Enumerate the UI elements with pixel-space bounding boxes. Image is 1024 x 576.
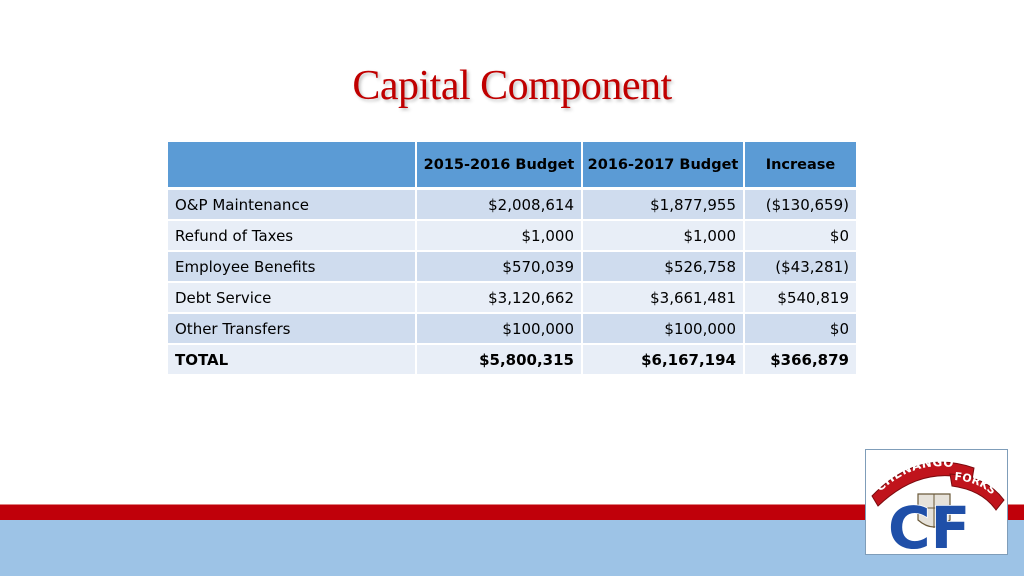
table-row xyxy=(168,189,856,221)
row-label: Refund of Taxes xyxy=(168,220,416,251)
total-row xyxy=(168,344,856,375)
cell-2016-2017: $1,877,955 xyxy=(582,189,744,221)
cell-increase: ($130,659) xyxy=(744,189,856,221)
cell-2015-2016: $100,000 xyxy=(416,313,582,344)
total-2016-2017: $6,167,194 xyxy=(582,344,744,375)
table-row xyxy=(168,313,856,344)
header-label xyxy=(168,142,416,189)
cell-increase: ($43,281) xyxy=(744,251,856,282)
row-label: O&P Maintenance xyxy=(168,189,416,221)
table-row xyxy=(168,220,856,251)
logo-banner-top-text: CHENANGO xyxy=(872,455,955,495)
cell-2016-2017: $1,000 xyxy=(582,220,744,251)
total-label: TOTAL xyxy=(168,344,416,375)
header-increase: Increase xyxy=(744,142,856,189)
cell-increase: $540,819 xyxy=(744,282,856,313)
cell-2015-2016: $3,120,662 xyxy=(416,282,582,313)
table-row xyxy=(168,251,856,282)
row-label: Employee Benefits xyxy=(168,251,416,282)
logo-banner-side-text: FORKS xyxy=(953,469,999,498)
cell-2015-2016: $2,008,614 xyxy=(416,189,582,221)
chenango-forks-logo-icon xyxy=(866,450,1007,554)
logo-initials: CF xyxy=(888,494,971,554)
cell-increase: $0 xyxy=(744,220,856,251)
cell-increase: $0 xyxy=(744,313,856,344)
table-row xyxy=(168,282,856,313)
cell-2015-2016: $570,039 xyxy=(416,251,582,282)
header-2015-2016-budget: 2015-2016 Budget xyxy=(416,142,582,189)
cell-2015-2016: $1,000 xyxy=(416,220,582,251)
school-logo xyxy=(865,449,1008,555)
cell-2016-2017: $526,758 xyxy=(582,251,744,282)
slide-title: Capital Component xyxy=(352,63,672,109)
total-2015-2016: $5,800,315 xyxy=(416,344,582,375)
total-increase: $366,879 xyxy=(744,344,856,375)
cell-2016-2017: $3,661,481 xyxy=(582,282,744,313)
header-2016-2017-budget: 2016-2017 Budget xyxy=(582,142,744,189)
budget-table xyxy=(168,142,856,376)
table-header-row xyxy=(168,142,856,189)
cell-2016-2017: $100,000 xyxy=(582,313,744,344)
row-label: Other Transfers xyxy=(168,313,416,344)
row-label: Debt Service xyxy=(168,282,416,313)
